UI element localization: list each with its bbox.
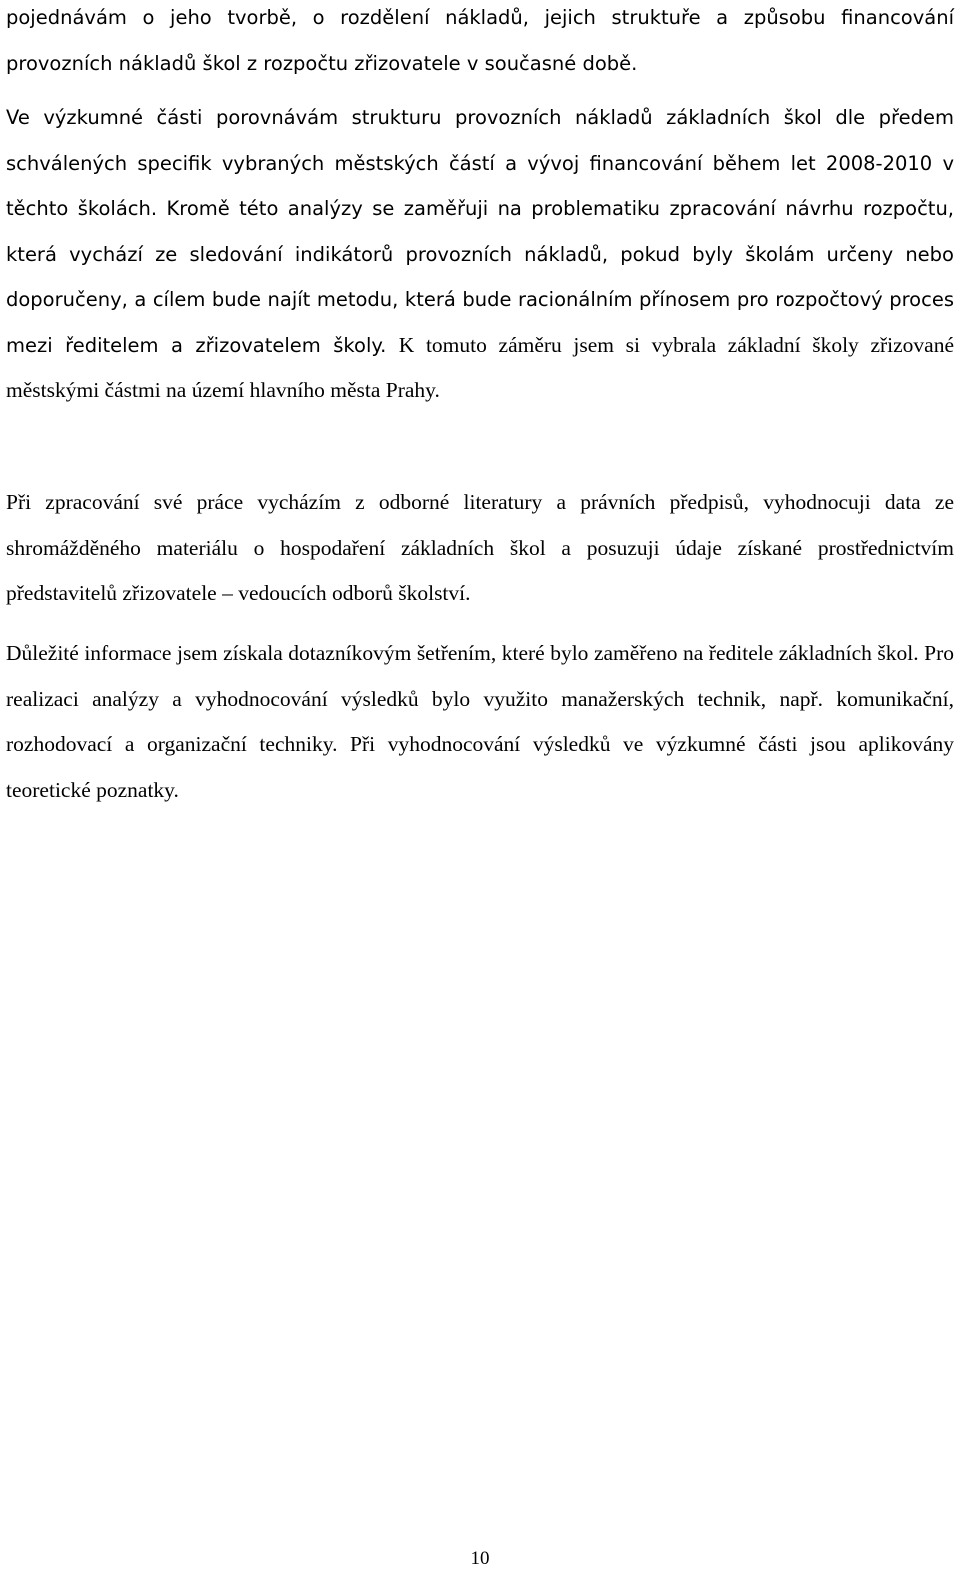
paragraph-research-part [6,95,954,414]
paragraph-research-prague: K tomuto záměru jsem si vybrala základní školy zřizované městskými částmi na území hlavního města Prahy. [6,332,955,402]
paragraph-intro-continued: pojednávám o jeho tvorbě, o rozdělení nákladů, jejich struktuře a způsobu financování provozních nákladů škol z rozpočtu zřizovatele v současné době. [6,6,954,75]
paragraph-questionnaire: Důležité informace jsem získala dotazníkovým šetřením, které bylo zaměřeno na ředitele základních škol. Pro realizaci analýzy a vyhodnocování výsledků bylo využito manažerských technik, např. komunikační, rozhodovací a organizační techniky. Při vyhodnocování výsledků ve výzkumné části jsou aplikovány teoretické poznatky. [6,641,954,802]
paragraph-research-text: Ve výzkumné části porovnávám strukturu provozních nákladů základních škol dle předem schválených specifik vybraných městských částí a vývoj financování během let 2008-2010 v těchto školách. Kromě této analýzy se zaměřuji na problematiku zpracování návrhu rozpočtu, která vychází ze sledování indikátorů provozních nákladů, pokud byly školám určeny nebo doporučeny, a cílem bude najít metodu, která bude racionálním přínosem pro rozpočtový proces mezi ředitelem a zřizovatelem školy. [6,106,954,357]
page-number: 10 [470,1548,490,1569]
paragraph-methods: Při zpracování své práce vycházím z odborné literatury a právních předpisů, vyhodnocuji data ze shromážděného materiálu o hospodaření základních škol a posuzuji údaje získané prostřednictvím představitelů zřizovatele – vedoucích odborů školství. [6,490,954,605]
